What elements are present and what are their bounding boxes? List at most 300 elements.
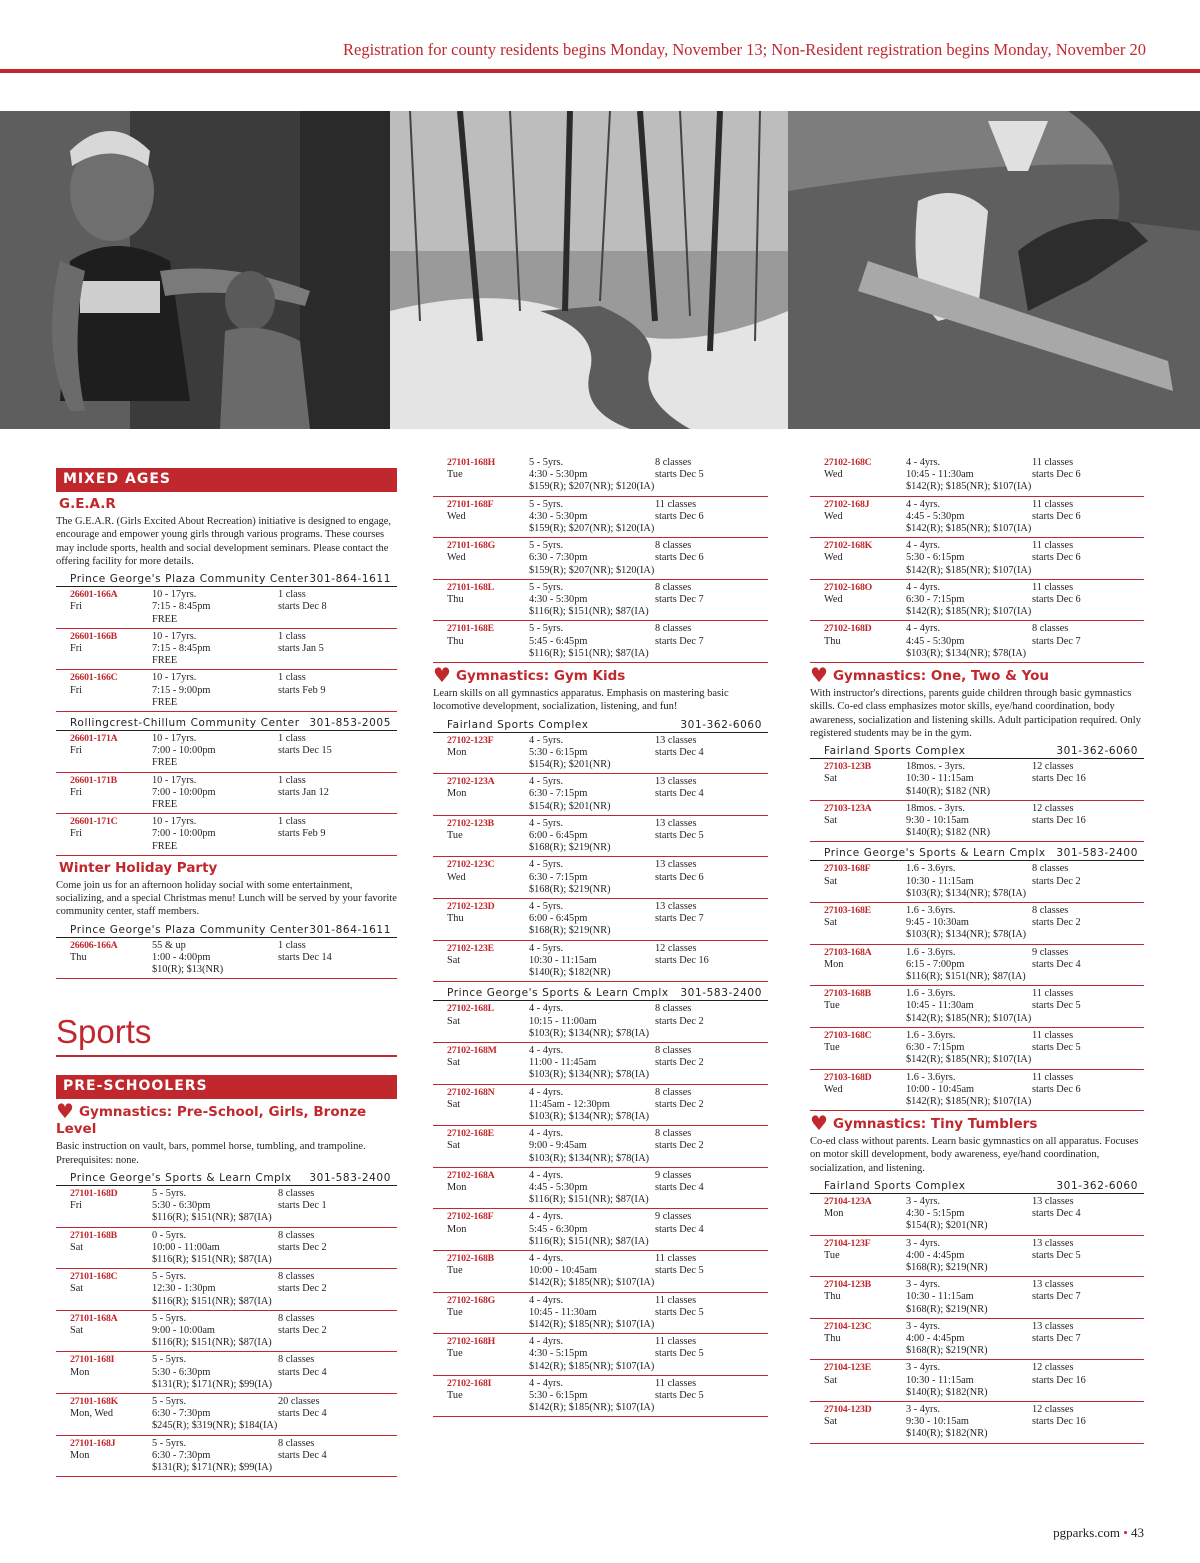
course-day: Sat bbox=[447, 1098, 461, 1110]
program-title bbox=[56, 860, 397, 877]
course-fee: $142(R); $185(NR); $107(IA) bbox=[529, 1277, 655, 1289]
course-time: 10:00 - 11:00am bbox=[152, 1241, 220, 1253]
course-classes: 13 classes bbox=[1032, 1279, 1074, 1291]
course-classes: 1 class bbox=[278, 939, 306, 951]
course-day: Sat bbox=[447, 1015, 461, 1027]
class-listing bbox=[56, 1394, 397, 1436]
course-time: 7:15 - 8:45pm bbox=[152, 643, 211, 654]
course-classes: 8 classes bbox=[655, 457, 692, 468]
program-description: Come join us for an afternoon holiday social with some entertainment, socializing, and a special Christmas menu! Lunch will be served by your favorite community center, staff members. bbox=[56, 879, 397, 918]
course-ages: 4 - 5yrs. bbox=[529, 859, 564, 871]
course-code: 27103-168D bbox=[824, 1071, 872, 1083]
program-title bbox=[433, 663, 768, 688]
course-start: starts Dec 2 bbox=[278, 1324, 327, 1336]
course-code: 27102-168I bbox=[447, 1377, 492, 1389]
class-listing bbox=[433, 580, 768, 622]
course-fee: FREE bbox=[152, 799, 178, 811]
course-ages: 4 - 5yrs. bbox=[529, 734, 564, 746]
course-day: Wed bbox=[824, 552, 843, 564]
course-classes: 9 classes bbox=[655, 1169, 692, 1181]
course-start: starts Dec 8 bbox=[278, 601, 327, 613]
course-start: starts Feb 9 bbox=[278, 684, 326, 696]
facility-phone: 301-362-6060 bbox=[1056, 745, 1138, 758]
program-title-text: Gymnastics: Pre-School, Girls, Bronze Level bbox=[56, 1104, 367, 1138]
course-code: 27101-168G bbox=[447, 540, 496, 552]
course-fee: $116(R); $151(NR); $87(IA) bbox=[152, 1212, 272, 1224]
course-day: Sat bbox=[824, 875, 838, 887]
class-listing bbox=[433, 857, 768, 899]
course-start: starts Dec 7 bbox=[655, 913, 704, 925]
course-ages: 1.6 - 3.6yrs. bbox=[906, 905, 956, 917]
course-code: 27102-168K bbox=[824, 540, 873, 552]
course-code: 27101-168F bbox=[447, 498, 494, 510]
course-ages: 10 - 17yrs. bbox=[152, 672, 197, 684]
course-start: starts Dec 6 bbox=[1032, 469, 1081, 481]
course-time: 4:30 - 5:30pm bbox=[529, 510, 588, 522]
facility-header bbox=[433, 985, 768, 1001]
course-day: Thu bbox=[70, 951, 87, 963]
course-ages: 5 - 5yrs. bbox=[152, 1437, 187, 1449]
heart-icon: ♥ bbox=[810, 1111, 828, 1136]
course-code: 26601-171B bbox=[70, 774, 117, 786]
course-start: starts Dec 7 bbox=[1032, 1291, 1081, 1303]
course-fee: $142(R); $185(NR); $107(IA) bbox=[906, 606, 1032, 618]
column-1 bbox=[56, 455, 397, 1477]
class-listing bbox=[810, 1360, 1144, 1402]
course-classes: 9 classes bbox=[1032, 946, 1069, 958]
course-code: 27104-123A bbox=[824, 1196, 872, 1207]
course-code: 27104-123E bbox=[824, 1362, 871, 1374]
course-time: 4:30 - 5:30pm bbox=[529, 469, 588, 481]
course-start: starts Dec 7 bbox=[655, 594, 704, 606]
course-ages: 55 & up bbox=[152, 939, 186, 951]
course-ages: 4 - 4yrs. bbox=[529, 1377, 564, 1389]
course-ages: 3 - 4yrs. bbox=[906, 1362, 941, 1374]
course-time: 5:30 - 6:30pm bbox=[152, 1200, 211, 1212]
course-code: 27102-168D bbox=[824, 623, 872, 635]
facility-header bbox=[810, 1178, 1144, 1194]
course-classes: 13 classes bbox=[655, 859, 697, 871]
facility-name: Prince George's Plaza Community Center bbox=[70, 923, 309, 936]
course-classes: 8 classes bbox=[278, 1187, 315, 1199]
course-start: starts Dec 14 bbox=[278, 951, 332, 963]
course-fee: $142(R); $185(NR); $107(IA) bbox=[529, 1402, 655, 1414]
class-listing bbox=[433, 538, 768, 580]
course-day: Sat bbox=[70, 1324, 84, 1336]
course-code: 27101-168K bbox=[70, 1395, 119, 1407]
course-classes: 1 class bbox=[278, 630, 306, 642]
course-ages: 3 - 4yrs. bbox=[906, 1196, 941, 1207]
course-day: Thu bbox=[824, 1333, 841, 1345]
course-time: 6:00 - 6:45pm bbox=[529, 830, 588, 842]
course-code: 27103-123B bbox=[824, 761, 871, 773]
course-time: 11:45am - 12:30pm bbox=[529, 1098, 610, 1110]
course-day: Tue bbox=[447, 469, 463, 481]
course-time: 10:30 - 11:15am bbox=[906, 1291, 974, 1303]
class-listing bbox=[56, 1186, 397, 1228]
course-fee: $159(R); $207(NR); $120(IA) bbox=[529, 564, 655, 576]
course-fee: $116(R); $151(NR); $87(IA) bbox=[906, 971, 1026, 983]
course-start: starts Dec 4 bbox=[655, 788, 704, 800]
course-start: starts Dec 6 bbox=[655, 552, 704, 564]
course-day: Sat bbox=[824, 1374, 838, 1386]
photo-winter-stream bbox=[390, 111, 788, 429]
course-ages: 1.6 - 3.6yrs. bbox=[906, 988, 956, 1000]
course-ages: 4 - 4yrs. bbox=[906, 457, 941, 468]
course-classes: 13 classes bbox=[1032, 1320, 1074, 1332]
course-classes: 13 classes bbox=[655, 817, 697, 829]
course-ages: 10 - 17yrs. bbox=[152, 630, 197, 642]
course-fee: $140(R); $182 (NR) bbox=[906, 827, 991, 839]
course-ages: 1.6 - 3.6yrs. bbox=[906, 1071, 956, 1083]
course-start: starts Dec 2 bbox=[278, 1241, 327, 1253]
program-title bbox=[56, 1099, 397, 1138]
course-day: Mon bbox=[70, 1366, 90, 1378]
course-start: starts Feb 9 bbox=[278, 828, 326, 840]
course-code: 26601-166C bbox=[70, 672, 118, 684]
course-fee: $154(R); $201(NR) bbox=[529, 759, 611, 771]
course-start: starts Dec 2 bbox=[1032, 875, 1081, 887]
course-time: 10:45 - 11:30am bbox=[906, 1000, 974, 1012]
facility-phone: 301-362-6060 bbox=[1056, 1180, 1138, 1192]
class-listing bbox=[433, 1251, 768, 1293]
course-classes: 11 classes bbox=[1032, 581, 1074, 593]
class-listing bbox=[810, 1070, 1144, 1112]
class-listing bbox=[810, 1277, 1144, 1319]
course-fee: $103(R); $134(NR); $78(IA) bbox=[529, 1110, 650, 1122]
course-time: 10:30 - 11:15am bbox=[906, 773, 974, 785]
course-fee: $116(R); $151(NR); $87(IA) bbox=[529, 1235, 649, 1247]
program-title bbox=[810, 663, 1144, 688]
course-fee: $103(R); $134(NR); $78(IA) bbox=[906, 647, 1027, 659]
course-code: 27102-168H bbox=[447, 1336, 496, 1348]
course-classes: 12 classes bbox=[1032, 802, 1074, 814]
course-time: 1:00 - 4:00pm bbox=[152, 951, 211, 963]
course-start: starts Dec 5 bbox=[655, 1389, 704, 1401]
course-code: 27102-168O bbox=[824, 581, 873, 593]
class-listing bbox=[433, 1001, 768, 1043]
program-description: Basic instruction on vault, bars, pommel horse, tumbling, and trampoline. Prerequisites: none. bbox=[56, 1141, 366, 1166]
section-band: PRE-SCHOOLERS bbox=[56, 1075, 397, 1099]
course-time: 6:30 - 7:30pm bbox=[529, 552, 588, 564]
facility-phone: 301-583-2400 bbox=[1056, 847, 1138, 860]
course-classes: 8 classes bbox=[1032, 905, 1069, 917]
heart-icon: ♥ bbox=[56, 1099, 74, 1124]
course-code: 27102-168L bbox=[447, 1003, 494, 1015]
course-start: starts Dec 15 bbox=[278, 745, 332, 757]
facility-header bbox=[433, 717, 768, 733]
facility-phone: 301-583-2400 bbox=[680, 987, 762, 1000]
class-listing bbox=[433, 1043, 768, 1085]
course-day: Fri bbox=[70, 1200, 83, 1212]
course-start: starts Dec 7 bbox=[1032, 1333, 1081, 1345]
course-start: starts Dec 4 bbox=[655, 1223, 704, 1235]
course-code: 27102-123F bbox=[447, 734, 494, 746]
course-fee: $142(R); $185(NR); $107(IA) bbox=[906, 523, 1032, 535]
course-start: starts Dec 16 bbox=[1032, 1374, 1086, 1386]
course-start: starts Dec 5 bbox=[655, 1348, 704, 1360]
program-title bbox=[56, 496, 397, 513]
program-description: Co-ed class without parents. Learn basic gymnastics on all apparatus. Focuses on motor skill development, body awareness, eye/hand coordination, socialization, and listening. bbox=[810, 1136, 1139, 1174]
course-time: 12:30 - 1:30pm bbox=[152, 1283, 216, 1295]
course-start: starts Dec 6 bbox=[1032, 552, 1081, 564]
course-day: Tue bbox=[447, 1306, 463, 1318]
course-time: 5:45 - 6:30pm bbox=[529, 1223, 588, 1235]
course-start: starts Dec 5 bbox=[655, 1265, 704, 1277]
course-start: starts Dec 7 bbox=[1032, 635, 1081, 647]
course-code: 27102-168N bbox=[447, 1086, 495, 1098]
course-fee: FREE bbox=[152, 655, 178, 667]
course-classes: 8 classes bbox=[655, 540, 692, 552]
course-time: 7:15 - 8:45pm bbox=[152, 601, 211, 613]
program-title-text: Gymnastics: Gym Kids bbox=[455, 668, 626, 685]
course-fee: $154(R); $201(NR) bbox=[906, 1220, 988, 1232]
class-listing bbox=[810, 621, 1144, 663]
course-day: Mon bbox=[447, 746, 467, 758]
course-start: starts Dec 5 bbox=[655, 469, 704, 481]
course-code: 27101-168A bbox=[70, 1312, 118, 1324]
course-day: Fri bbox=[70, 601, 83, 613]
course-classes: 8 classes bbox=[655, 623, 692, 635]
course-code: 27101-168C bbox=[70, 1271, 118, 1283]
course-code: 27102-168E bbox=[447, 1128, 494, 1140]
course-fee: $168(R); $219(NR) bbox=[529, 842, 611, 854]
course-classes: 13 classes bbox=[655, 776, 697, 788]
course-start: starts Dec 4 bbox=[655, 1181, 704, 1193]
course-start: starts Dec 2 bbox=[278, 1283, 327, 1295]
course-ages: 5 - 5yrs. bbox=[152, 1187, 187, 1199]
course-day: Sat bbox=[824, 773, 838, 785]
course-start: starts Dec 6 bbox=[655, 871, 704, 883]
course-day: Sat bbox=[447, 954, 461, 966]
heart-icon: ♥ bbox=[810, 663, 828, 688]
course-fee: $142(R); $185(NR); $107(IA) bbox=[529, 1360, 655, 1372]
course-time: 10:45 - 11:30am bbox=[529, 1306, 597, 1318]
course-code: 27102-168C bbox=[824, 457, 872, 468]
course-classes: 8 classes bbox=[655, 1003, 692, 1015]
course-time: 11:00 - 11:45am bbox=[529, 1057, 597, 1069]
course-time: 5:30 - 6:30pm bbox=[152, 1366, 211, 1378]
course-start: starts Dec 2 bbox=[655, 1140, 704, 1152]
footer-bullet: • bbox=[1123, 1525, 1128, 1540]
class-listing bbox=[433, 497, 768, 539]
course-classes: 11 classes bbox=[655, 498, 697, 510]
course-code: 27102-168B bbox=[447, 1252, 494, 1264]
course-start: starts Dec 4 bbox=[278, 1408, 327, 1420]
class-listing bbox=[810, 801, 1144, 843]
course-classes: 8 classes bbox=[655, 1044, 692, 1056]
program-description: With instructor's directions, parents guide children through basic gymnastics skills. Co-ed class emphasizes motor skills, eye/hand coordination, body awareness, socialization and listening skills. Adult participation required. Only registered students may be in the gym. bbox=[810, 688, 1141, 739]
course-fee: $142(R); $185(NR); $107(IA) bbox=[906, 1054, 1032, 1066]
class-listing bbox=[56, 1352, 397, 1394]
course-code: 27103-168B bbox=[824, 988, 871, 1000]
program-title-text: Winter Holiday Party bbox=[59, 859, 218, 876]
course-day: Thu bbox=[447, 594, 464, 606]
class-listing bbox=[56, 629, 397, 671]
course-fee: $116(R); $151(NR); $87(IA) bbox=[529, 606, 649, 618]
class-listing bbox=[433, 899, 768, 941]
course-fee: $142(R); $185(NR); $107(IA) bbox=[906, 564, 1032, 576]
course-code: 27102-123C bbox=[447, 859, 495, 871]
course-day: Wed bbox=[447, 510, 466, 522]
course-classes: 1 class bbox=[278, 816, 306, 828]
course-fee: $116(R); $151(NR); $87(IA) bbox=[152, 1295, 272, 1307]
course-classes: 20 classes bbox=[278, 1395, 320, 1407]
course-time: 6:00 - 6:45pm bbox=[529, 913, 588, 925]
course-code: 27101-168H bbox=[447, 457, 496, 468]
course-fee: $140(R); $182(NR) bbox=[906, 1386, 988, 1398]
course-ages: 10 - 17yrs. bbox=[152, 733, 197, 745]
course-classes: 8 classes bbox=[1032, 623, 1069, 635]
course-ages: 0 - 5yrs. bbox=[152, 1229, 187, 1241]
course-start: starts Dec 2 bbox=[1032, 917, 1081, 929]
class-listing bbox=[433, 1126, 768, 1168]
course-code: 26601-171C bbox=[70, 816, 118, 828]
course-ages: 4 - 5yrs. bbox=[529, 817, 564, 829]
class-listing bbox=[433, 774, 768, 816]
course-day: Tue bbox=[824, 1000, 840, 1012]
course-classes: 13 classes bbox=[1032, 1196, 1074, 1207]
course-ages: 1.6 - 3.6yrs. bbox=[906, 1029, 956, 1041]
course-fee: $116(R); $151(NR); $87(IA) bbox=[529, 1194, 649, 1206]
course-start: starts Dec 16 bbox=[1032, 1416, 1086, 1428]
photo-strip bbox=[0, 111, 1200, 429]
class-listing bbox=[433, 455, 768, 497]
course-day: Sat bbox=[824, 1416, 838, 1428]
program-title bbox=[810, 1111, 1144, 1136]
course-code: 27101-168L bbox=[447, 581, 494, 593]
course-time: 10:15 - 11:00am bbox=[529, 1015, 597, 1027]
course-day: Sat bbox=[70, 1283, 84, 1295]
course-day: Sat bbox=[70, 1241, 84, 1253]
course-ages: 1.6 - 3.6yrs. bbox=[906, 946, 956, 958]
section-band: MIXED AGES bbox=[56, 468, 397, 492]
class-listing bbox=[56, 670, 397, 712]
course-fee: $131(R); $171(NR); $99(IA) bbox=[152, 1462, 273, 1473]
course-time: 4:30 - 5:15pm bbox=[906, 1208, 965, 1220]
course-ages: 4 - 4yrs. bbox=[529, 1252, 564, 1264]
course-day: Wed bbox=[824, 1083, 843, 1095]
course-ages: 3 - 4yrs. bbox=[906, 1320, 941, 1332]
course-code: 27102-168A bbox=[447, 1169, 495, 1181]
course-classes: 8 classes bbox=[655, 1128, 692, 1140]
course-fee: $116(R); $151(NR); $87(IA) bbox=[152, 1253, 272, 1265]
course-start: starts Dec 5 bbox=[1032, 1042, 1081, 1054]
course-code: 27102-168G bbox=[447, 1294, 496, 1306]
course-fee: $168(R); $219(NR) bbox=[906, 1303, 988, 1315]
course-time: 7:00 - 10:00pm bbox=[152, 786, 216, 798]
course-ages: 5 - 5yrs. bbox=[152, 1271, 187, 1283]
course-classes: 13 classes bbox=[1032, 1237, 1074, 1249]
course-time: 5:30 - 6:15pm bbox=[529, 746, 588, 758]
course-day: Tue bbox=[824, 1042, 840, 1054]
course-ages: 18mos. - 3yrs. bbox=[906, 761, 965, 773]
class-listing bbox=[56, 731, 397, 773]
course-classes: 13 classes bbox=[655, 901, 697, 913]
course-classes: 1 class bbox=[278, 733, 306, 745]
course-day: Mon bbox=[824, 958, 844, 970]
course-time: 5:45 - 6:45pm bbox=[529, 635, 588, 647]
course-day: Mon bbox=[70, 1449, 90, 1461]
course-ages: 5 - 5yrs. bbox=[529, 457, 564, 468]
course-code: 27101-168E bbox=[447, 623, 494, 635]
course-day: Tue bbox=[447, 1389, 463, 1401]
course-fee: $168(R); $219(NR) bbox=[529, 883, 611, 895]
class-listing bbox=[810, 945, 1144, 987]
course-day: Tue bbox=[824, 1249, 840, 1261]
course-code: 27102-168F bbox=[447, 1211, 494, 1223]
course-code: 27102-123D bbox=[447, 901, 495, 913]
course-start: starts Dec 2 bbox=[655, 1015, 704, 1027]
course-code: 26601-166A bbox=[70, 589, 118, 601]
course-fee: $142(R); $185(NR); $107(IA) bbox=[906, 1012, 1032, 1024]
class-listing bbox=[810, 580, 1144, 622]
course-classes: 8 classes bbox=[278, 1437, 315, 1449]
course-classes: 12 classes bbox=[1032, 1362, 1074, 1374]
course-ages: 18mos. - 3yrs. bbox=[906, 802, 965, 814]
course-start: starts Dec 5 bbox=[655, 830, 704, 842]
course-time: 9:30 - 10:15am bbox=[906, 815, 969, 827]
course-day: Sat bbox=[447, 1057, 461, 1069]
course-code: 27102-123E bbox=[447, 942, 494, 954]
course-code: 27102-123B bbox=[447, 817, 494, 829]
course-day: Tue bbox=[447, 1348, 463, 1360]
course-classes: 12 classes bbox=[1032, 761, 1074, 773]
facility-name: Fairland Sports Complex bbox=[447, 718, 589, 731]
course-ages: 3 - 4yrs. bbox=[906, 1237, 941, 1249]
photo-zumba-dancer bbox=[0, 111, 390, 429]
class-listing bbox=[433, 941, 768, 983]
course-ages: 4 - 4yrs. bbox=[906, 540, 941, 552]
course-code: 26601-166B bbox=[70, 630, 117, 642]
course-time: 7:00 - 10:00pm bbox=[152, 828, 216, 840]
course-ages: 4 - 4yrs. bbox=[906, 581, 941, 593]
course-day: Fri bbox=[70, 643, 83, 654]
course-fee: $140(R); $182(NR) bbox=[529, 967, 611, 979]
course-time: 4:30 - 5:15pm bbox=[529, 1348, 588, 1360]
course-code: 27103-123A bbox=[824, 802, 872, 814]
course-classes: 13 classes bbox=[655, 734, 697, 746]
course-ages: 5 - 5yrs. bbox=[152, 1354, 187, 1366]
class-listing bbox=[810, 1194, 1144, 1236]
course-time: 7:15 - 9:00pm bbox=[152, 684, 211, 696]
class-listing bbox=[56, 773, 397, 815]
sports-heading: Sports bbox=[56, 1013, 152, 1051]
registration-header bbox=[0, 38, 1200, 68]
header-rule bbox=[0, 69, 1200, 73]
course-ages: 4 - 4yrs. bbox=[529, 1169, 564, 1181]
course-fee: $154(R); $201(NR) bbox=[529, 800, 611, 812]
course-fee: $168(R); $219(NR) bbox=[906, 1262, 988, 1274]
course-fee: $10(R); $13(NR) bbox=[152, 964, 224, 976]
course-code: 27103-168C bbox=[824, 1029, 872, 1041]
course-fee: $103(R); $134(NR); $78(IA) bbox=[529, 1069, 650, 1081]
course-ages: 4 - 5yrs. bbox=[529, 942, 564, 954]
course-ages: 5 - 5yrs. bbox=[529, 623, 564, 635]
course-time: 10:45 - 11:30am bbox=[906, 469, 974, 481]
course-code: 27104-123F bbox=[824, 1237, 871, 1249]
site-url: pgparks.com bbox=[1053, 1525, 1120, 1540]
course-start: starts Jan 12 bbox=[278, 786, 329, 798]
course-fee: $142(R); $185(NR); $107(IA) bbox=[906, 481, 1032, 493]
course-classes: 1 class bbox=[278, 672, 306, 684]
course-time: 6:30 - 7:15pm bbox=[906, 594, 965, 606]
course-day: Mon bbox=[824, 1208, 844, 1220]
course-classes: 12 classes bbox=[655, 942, 697, 954]
course-day: Fri bbox=[70, 684, 83, 696]
course-fee: $159(R); $207(NR); $120(IA) bbox=[529, 481, 655, 493]
course-code: 27103-168E bbox=[824, 905, 871, 917]
